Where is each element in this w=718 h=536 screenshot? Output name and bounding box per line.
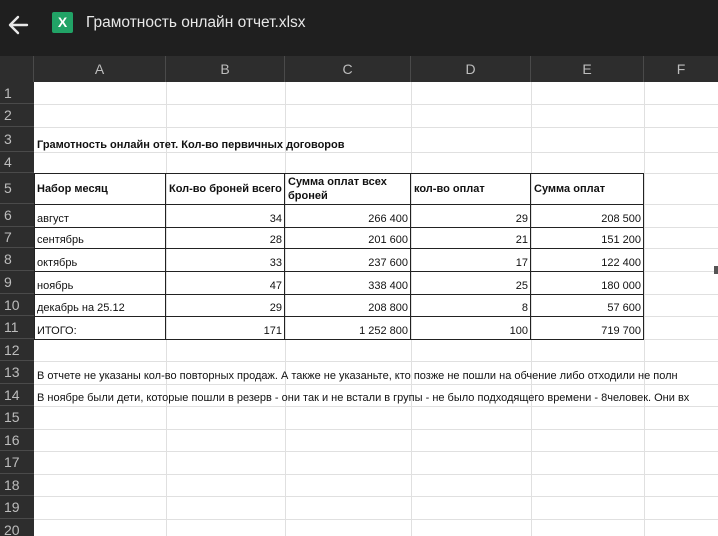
column-header-f[interactable]: F (676, 61, 686, 77)
table-value-cell[interactable]: 171 (263, 325, 282, 337)
table-border-horizontal (34, 316, 644, 317)
table-row-label[interactable]: август (37, 213, 69, 225)
table-value-cell[interactable]: 151 200 (601, 234, 641, 246)
column-header-e[interactable]: E (531, 56, 644, 82)
row-header-10[interactable]: 10 (0, 294, 34, 316)
back-arrow-icon[interactable] (6, 10, 32, 40)
row-header-11[interactable]: 11 (0, 316, 34, 339)
file-title: Грамотность онлайн отчет.xlsx (86, 14, 306, 31)
table-value-cell[interactable]: 201 600 (368, 234, 408, 246)
table-row-label[interactable]: октябрь (37, 257, 78, 269)
table-value-cell[interactable]: 29 (515, 213, 528, 225)
table-value-cell[interactable]: 208 800 (368, 302, 408, 314)
table-header-cell[interactable]: кол-во оплат (414, 182, 485, 195)
table-border-vertical (284, 173, 285, 340)
column-header-d[interactable]: D (411, 56, 531, 82)
table-value-cell[interactable]: 28 (269, 234, 282, 246)
column-header-a[interactable]: A (34, 56, 166, 82)
gridline-vertical (644, 82, 645, 536)
table-value-cell[interactable]: 25 (515, 280, 528, 292)
column-header-b[interactable]: B (166, 56, 285, 82)
table-value-cell[interactable]: 17 (515, 257, 528, 269)
table-border-horizontal (34, 227, 644, 228)
table-header-cell[interactable]: Набор месяц (37, 182, 108, 195)
row-header-2[interactable]: 2 (0, 104, 34, 127)
table-header-cell[interactable]: Сумма оплат всех броней (288, 175, 387, 202)
note-row-13[interactable]: В отчете не указаны кол-во повторных продаж. А также не указаньте, кто позже не пошли на обчение либо отходили не полн (37, 370, 678, 382)
table-border-vertical (410, 173, 411, 340)
table-value-cell[interactable]: 21 (515, 234, 528, 246)
row-header-13[interactable]: 13 (0, 361, 34, 384)
row-header-8[interactable]: 8 (0, 248, 34, 271)
table-row-label[interactable]: сентябрь (37, 234, 84, 246)
table-value-cell[interactable]: 8 (521, 302, 528, 314)
table-value-cell[interactable]: 1 252 800 (359, 325, 408, 337)
gridline-horizontal (34, 451, 718, 452)
table-value-cell[interactable]: 47 (269, 280, 282, 292)
cell-grid[interactable] (34, 82, 718, 536)
table-border-horizontal (34, 173, 644, 174)
table-value-cell[interactable]: 237 600 (368, 257, 408, 269)
gridline-horizontal (34, 474, 718, 475)
row-header-5[interactable]: 5 (0, 173, 34, 204)
table-value-cell[interactable]: 57 600 (607, 302, 641, 314)
row-header-18[interactable]: 18 (0, 474, 34, 496)
table-border-vertical (530, 173, 531, 340)
table-value-cell[interactable]: 100 (509, 325, 528, 337)
table-header-cell[interactable]: Кол-во броней всего (169, 182, 282, 195)
note-row-14[interactable]: В ноябре были дети, которые пошли в резерв - они так и не встали в групы - не было подходящего времени - 8человек. Они вх (37, 392, 690, 404)
gridline-horizontal (34, 519, 718, 520)
row-header-1[interactable]: 1 (0, 82, 34, 104)
gridline-horizontal (34, 406, 718, 407)
select-all-corner[interactable] (0, 56, 34, 82)
app-header (0, 0, 718, 54)
row-header-20[interactable]: 20 (0, 519, 34, 536)
gridline-horizontal (34, 127, 718, 128)
table-border-horizontal (34, 339, 644, 340)
column-header-c[interactable]: C (285, 56, 411, 82)
table-value-cell[interactable]: 180 000 (601, 280, 641, 292)
table-border-vertical (643, 173, 644, 340)
spreadsheet[interactable] (0, 56, 718, 536)
gridline-horizontal (34, 429, 718, 430)
gridline-horizontal (34, 104, 718, 105)
table-value-cell[interactable]: 34 (269, 213, 282, 225)
table-value-cell[interactable]: 208 500 (601, 213, 641, 225)
table-border-vertical (34, 173, 35, 340)
table-border-horizontal (34, 248, 644, 249)
row-header-7[interactable]: 7 (0, 227, 34, 248)
row-header-17[interactable]: 17 (0, 451, 34, 474)
table-border-horizontal (34, 294, 644, 295)
table-value-cell[interactable]: 338 400 (368, 280, 408, 292)
table-value-cell[interactable]: 122 400 (601, 257, 641, 269)
table-value-cell[interactable]: 719 700 (601, 325, 641, 337)
row-header-9[interactable]: 9 (0, 271, 34, 294)
row-header-6[interactable]: 6 (0, 204, 34, 227)
row-header-14[interactable]: 14 (0, 384, 34, 406)
table-border-horizontal (34, 271, 644, 272)
table-row-label[interactable]: ИТОГО: (37, 325, 77, 337)
report-title-cell[interactable]: Грамотность онлайн отет. Кол-во первичных договоров (37, 139, 345, 151)
scroll-edge-marker (714, 266, 718, 274)
row-header-15[interactable]: 15 (0, 406, 34, 429)
row-header-4[interactable]: 4 (0, 152, 34, 173)
row-header-19[interactable]: 19 (0, 496, 34, 519)
table-value-cell[interactable]: 266 400 (368, 213, 408, 225)
row-header-16[interactable]: 16 (0, 429, 34, 451)
table-header-cell[interactable]: Сумма оплат (534, 182, 606, 195)
table-value-cell[interactable]: 29 (269, 302, 282, 314)
table-border-vertical (165, 173, 166, 340)
table-value-cell[interactable]: 33 (269, 257, 282, 269)
excel-file-icon: X (52, 12, 73, 33)
table-border-horizontal (34, 204, 644, 205)
table-row-label[interactable]: декабрь на 25.12 (37, 302, 125, 314)
gridline-horizontal (34, 496, 718, 497)
table-row-label[interactable]: ноябрь (37, 280, 74, 292)
row-header-12[interactable]: 12 (0, 339, 34, 361)
row-header-3[interactable]: 3 (0, 127, 34, 152)
column-header-row (0, 56, 718, 82)
